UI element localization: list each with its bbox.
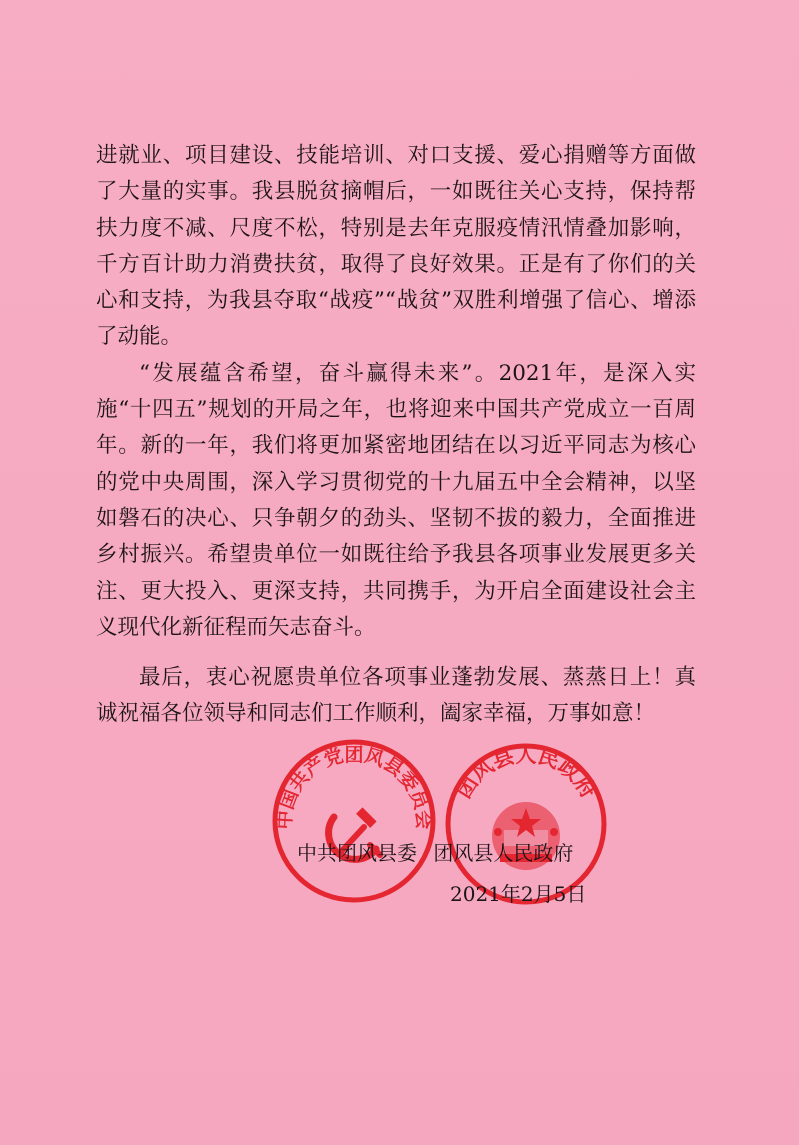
signatories	[297, 838, 627, 868]
signer-party-committee: 中共团风县委	[297, 841, 417, 865]
paragraph-2: “发展蕴含希望，奋斗赢得未来”。2021年，是深入实施“十四五”规划的开局之年，也将迎来中国共产党成立一百周年。新的一年，我们将更加紧密地团结在以习近平同志为核心的党中央周围，深入学习贯彻党的十九届五中全会精神，以坚如磐石的决心、只争朝夕的劲头、坚韧不拔的毅力，全面推进乡村振兴。希望贵单位一如既往给予我县各项事业发展更多关注、更大投入、更深支持，共同携手，为开启全面建设社会主义现代化新征程而矢志奋斗。	[96, 360, 696, 640]
letter-date: 2021年2月5日	[450, 882, 587, 906]
government-seal-text: 团风县人民政府	[450, 742, 602, 803]
paragraph-1: 进就业、项目建设、技能培训、对口支援、爱心捐赠等方面做了大量的实事。我县脱贫摘帽后，一如既往关心支持，保持帮扶力度不减、尺度不松，特别是去年克服疫情汛情叠加影响，千方百计助力消费扶贫，取得了良好效果。正是有了你们的关心和支持，为我县夺取“战疫”“战贫”双胜利增强了信心、增添了动能。	[96, 143, 696, 350]
party-seal-text: 中国共产党团风县委员会	[273, 743, 435, 830]
letter-body	[96, 138, 696, 733]
svg-text:中国共产党团风县委员会	[273, 744, 436, 830]
paragraph-3: 最后，衷心祝愿贵单位各项事业蓬勃发展、蒸蒸日上！真诚祝福各位领导和同志们工作顺利，阖家幸福，万事如意！	[96, 665, 696, 727]
svg-text:团风县人民政府	[450, 742, 601, 802]
signer-county-government: 团风县人民政府	[433, 841, 574, 865]
party-committee-seal	[270, 737, 438, 905]
